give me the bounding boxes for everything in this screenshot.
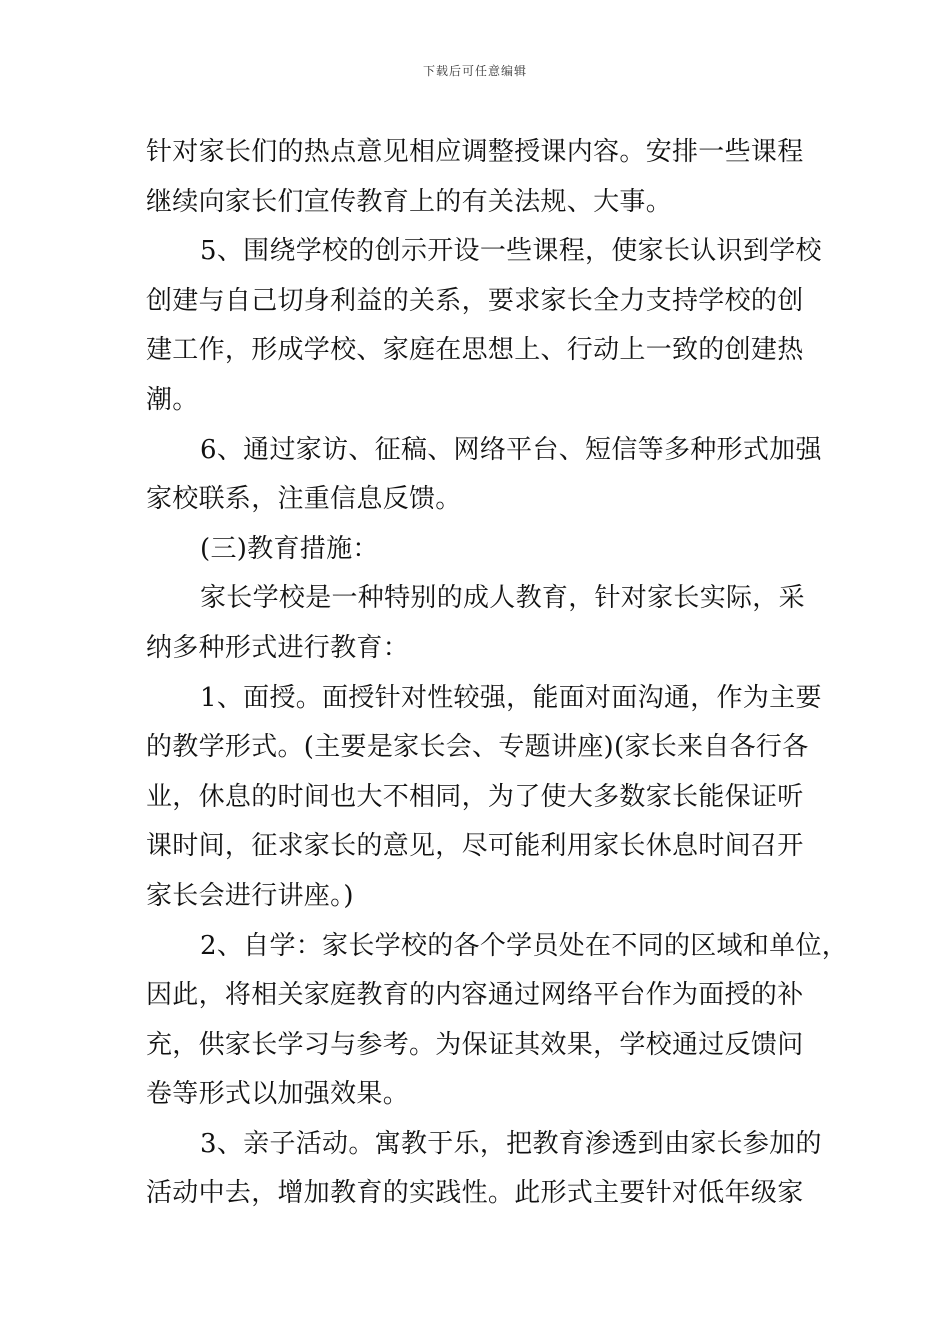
text-line: 家校联系，注重信息反馈。 xyxy=(146,484,462,515)
text-line: 潮。 xyxy=(146,384,199,415)
text-line: 2、自学：家长学校的各个学员处在不同的区域和单位， xyxy=(200,930,849,961)
text-line: 业，休息的时间也大不相同，为了使大多数家长能保证听 xyxy=(146,781,804,812)
text-line: 1、面授。面授针对性较强，能面对面沟通，作为主要 xyxy=(200,682,822,713)
text-line: 创建与自己切身利益的关系，要求家长全力支持学校的创 xyxy=(146,285,804,316)
text-line: 纳多种形式进行教育： xyxy=(146,632,410,663)
page-header: 下载后可任意编辑 xyxy=(422,64,527,78)
text-line: 的教学形式。(主要是家长会、专题讲座)(家长来自各行各 xyxy=(146,732,809,763)
text-line: 针对家长们的热点意见相应调整授课内容。安排一些课程 xyxy=(146,137,804,167)
text-line: 因此，将相关家庭教育的内容通过网络平台作为面授的补 xyxy=(146,980,804,1011)
text-line: 卷等形式以加强效果。 xyxy=(146,1079,410,1110)
text-line: 3、亲子活动。寓教于乐，把教育渗透到由家长参加的 xyxy=(200,1128,822,1159)
text-line: 家长学校是一种特别的成人教育，针对家长实际，采 xyxy=(200,583,805,614)
text-line: 活动中去，增加教育的实践性。此形式主要针对低年级家 xyxy=(146,1178,804,1209)
document-body xyxy=(146,128,849,1219)
section-heading: (三)教育措施： xyxy=(200,533,379,564)
text-line: 建工作，形成学校、家庭在思想上、行动上一致的创建热 xyxy=(146,335,804,366)
text-line: 6、通过家访、征稿、网络平台、短信等多种形式加强 xyxy=(200,434,822,465)
text-line: 充，供家长学习与参考。为保证其效果，学校通过反馈问 xyxy=(146,1029,804,1060)
text-line: 5、围绕学校的创示开设一些课程，使家长认识到学校 xyxy=(200,236,822,267)
text-line: 家长会进行讲座。) xyxy=(146,880,354,911)
text-line: 课时间，征求家长的意见，尽可能利用家长休息时间召开 xyxy=(146,831,804,862)
text-line: 继续向家长们宣传教育上的有关法规、大事。 xyxy=(146,186,673,217)
